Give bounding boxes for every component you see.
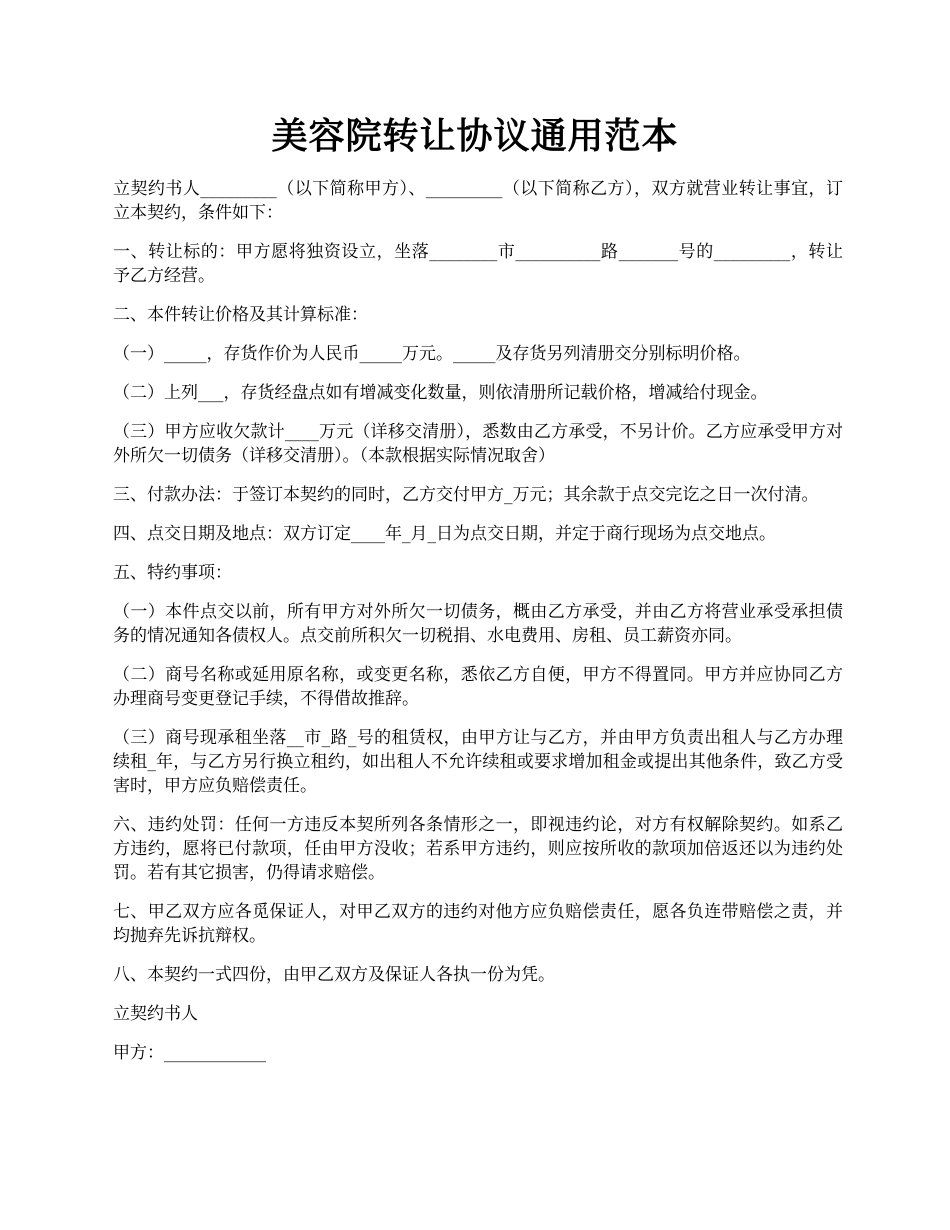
document-title: 美容院转让协议通用范本 xyxy=(271,115,679,157)
document-body xyxy=(113,177,843,1080)
paragraph-clause-8: 八、本契约一式四份，由甲乙双方及保证人各执一份为凭。 xyxy=(113,965,555,985)
signatory-heading: 立契约书人 xyxy=(113,1004,198,1024)
paragraph-clause-2-1: （一）_____，存货作价为人民币_____万元。_____及存货另列清册交分别标明价格。 xyxy=(113,344,751,364)
paragraph-clause-3: 三、付款办法：于签订本契约的同时，乙方交付甲方_万元；其余款于点交完讫之日一次付清。 xyxy=(113,485,819,505)
paragraph-clause-2: 二、本件转让价格及其计算标准： xyxy=(113,305,368,325)
paragraph-preamble: 立契约书人_________（以下简称甲方）、_________（以下简称乙方），双方就营业转让事宜，订立本契约，条件如下： xyxy=(113,179,843,223)
paragraph-clause-5-1: （一）本件点交以前，所有甲方对外所欠一切债务，概由乙方承受，并由乙方将营业承受承担债务的情况通知各债权人。点交前所积欠一切税捐、水电费用、房租、员工薪资亦同。 xyxy=(113,602,843,646)
paragraph-clause-5-2: （二）商号名称或延用原名称，或变更名称，悉依乙方自便，甲方不得置同。甲方并应协同乙方办理商号变更登记手续，不得借故推辞。 xyxy=(113,665,843,709)
paragraph-clause-5: 五、特约事项： xyxy=(113,563,232,583)
party-a-signature-line: 甲方：____________ xyxy=(113,1043,266,1063)
paragraph-clause-2-3: （三）甲方应收欠款计____万元（详移交清册），悉数由乙方承受，不另计价。乙方应承受甲方对外所欠一切债务（详移交清册）。（本款根据实际情况取舍） xyxy=(113,422,843,466)
paragraph-clause-2-2: （二）上列___，存货经盘点如有增减变化数量，则依清册所记载价格，增减给付现金。 xyxy=(113,383,768,403)
paragraph-clause-5-3: （三）商号现承租坐落__市_路_号的租赁权，由甲方让与乙方，并由甲方负责出租人与乙方办理续租_年，与乙方另行换立租约，如出租人不允许续租或要求增加租金或提出其他条件，致乙方受害时，甲方应负赔偿责任。 xyxy=(113,728,843,796)
paragraph-clause-4: 四、点交日期及地点：双方订定____年_月_日为点交日期，并定于商行现场为点交地点。 xyxy=(113,524,776,544)
paragraph-clause-6: 六、违约处罚：任何一方违反本契所列各条情形之一，即视违约论，对方有权解除契约。如系乙方违约，愿将已付款项，任由甲方没收；若系甲方违约，则应按所收的款项加倍返还以为违约处罚。若有其它损害，仍得请求赔偿。 xyxy=(113,815,843,883)
paragraph-clause-7: 七、甲乙双方应各觅保证人，对甲乙双方的违约对他方应负赔偿责任，愿各负连带赔偿之责，并均抛弃先诉抗辩权。 xyxy=(113,902,843,946)
paragraph-clause-1: 一、转让标的：甲方愿将独资设立，坐落________市__________路_______号的_________，转让予乙方经营。 xyxy=(113,242,843,286)
